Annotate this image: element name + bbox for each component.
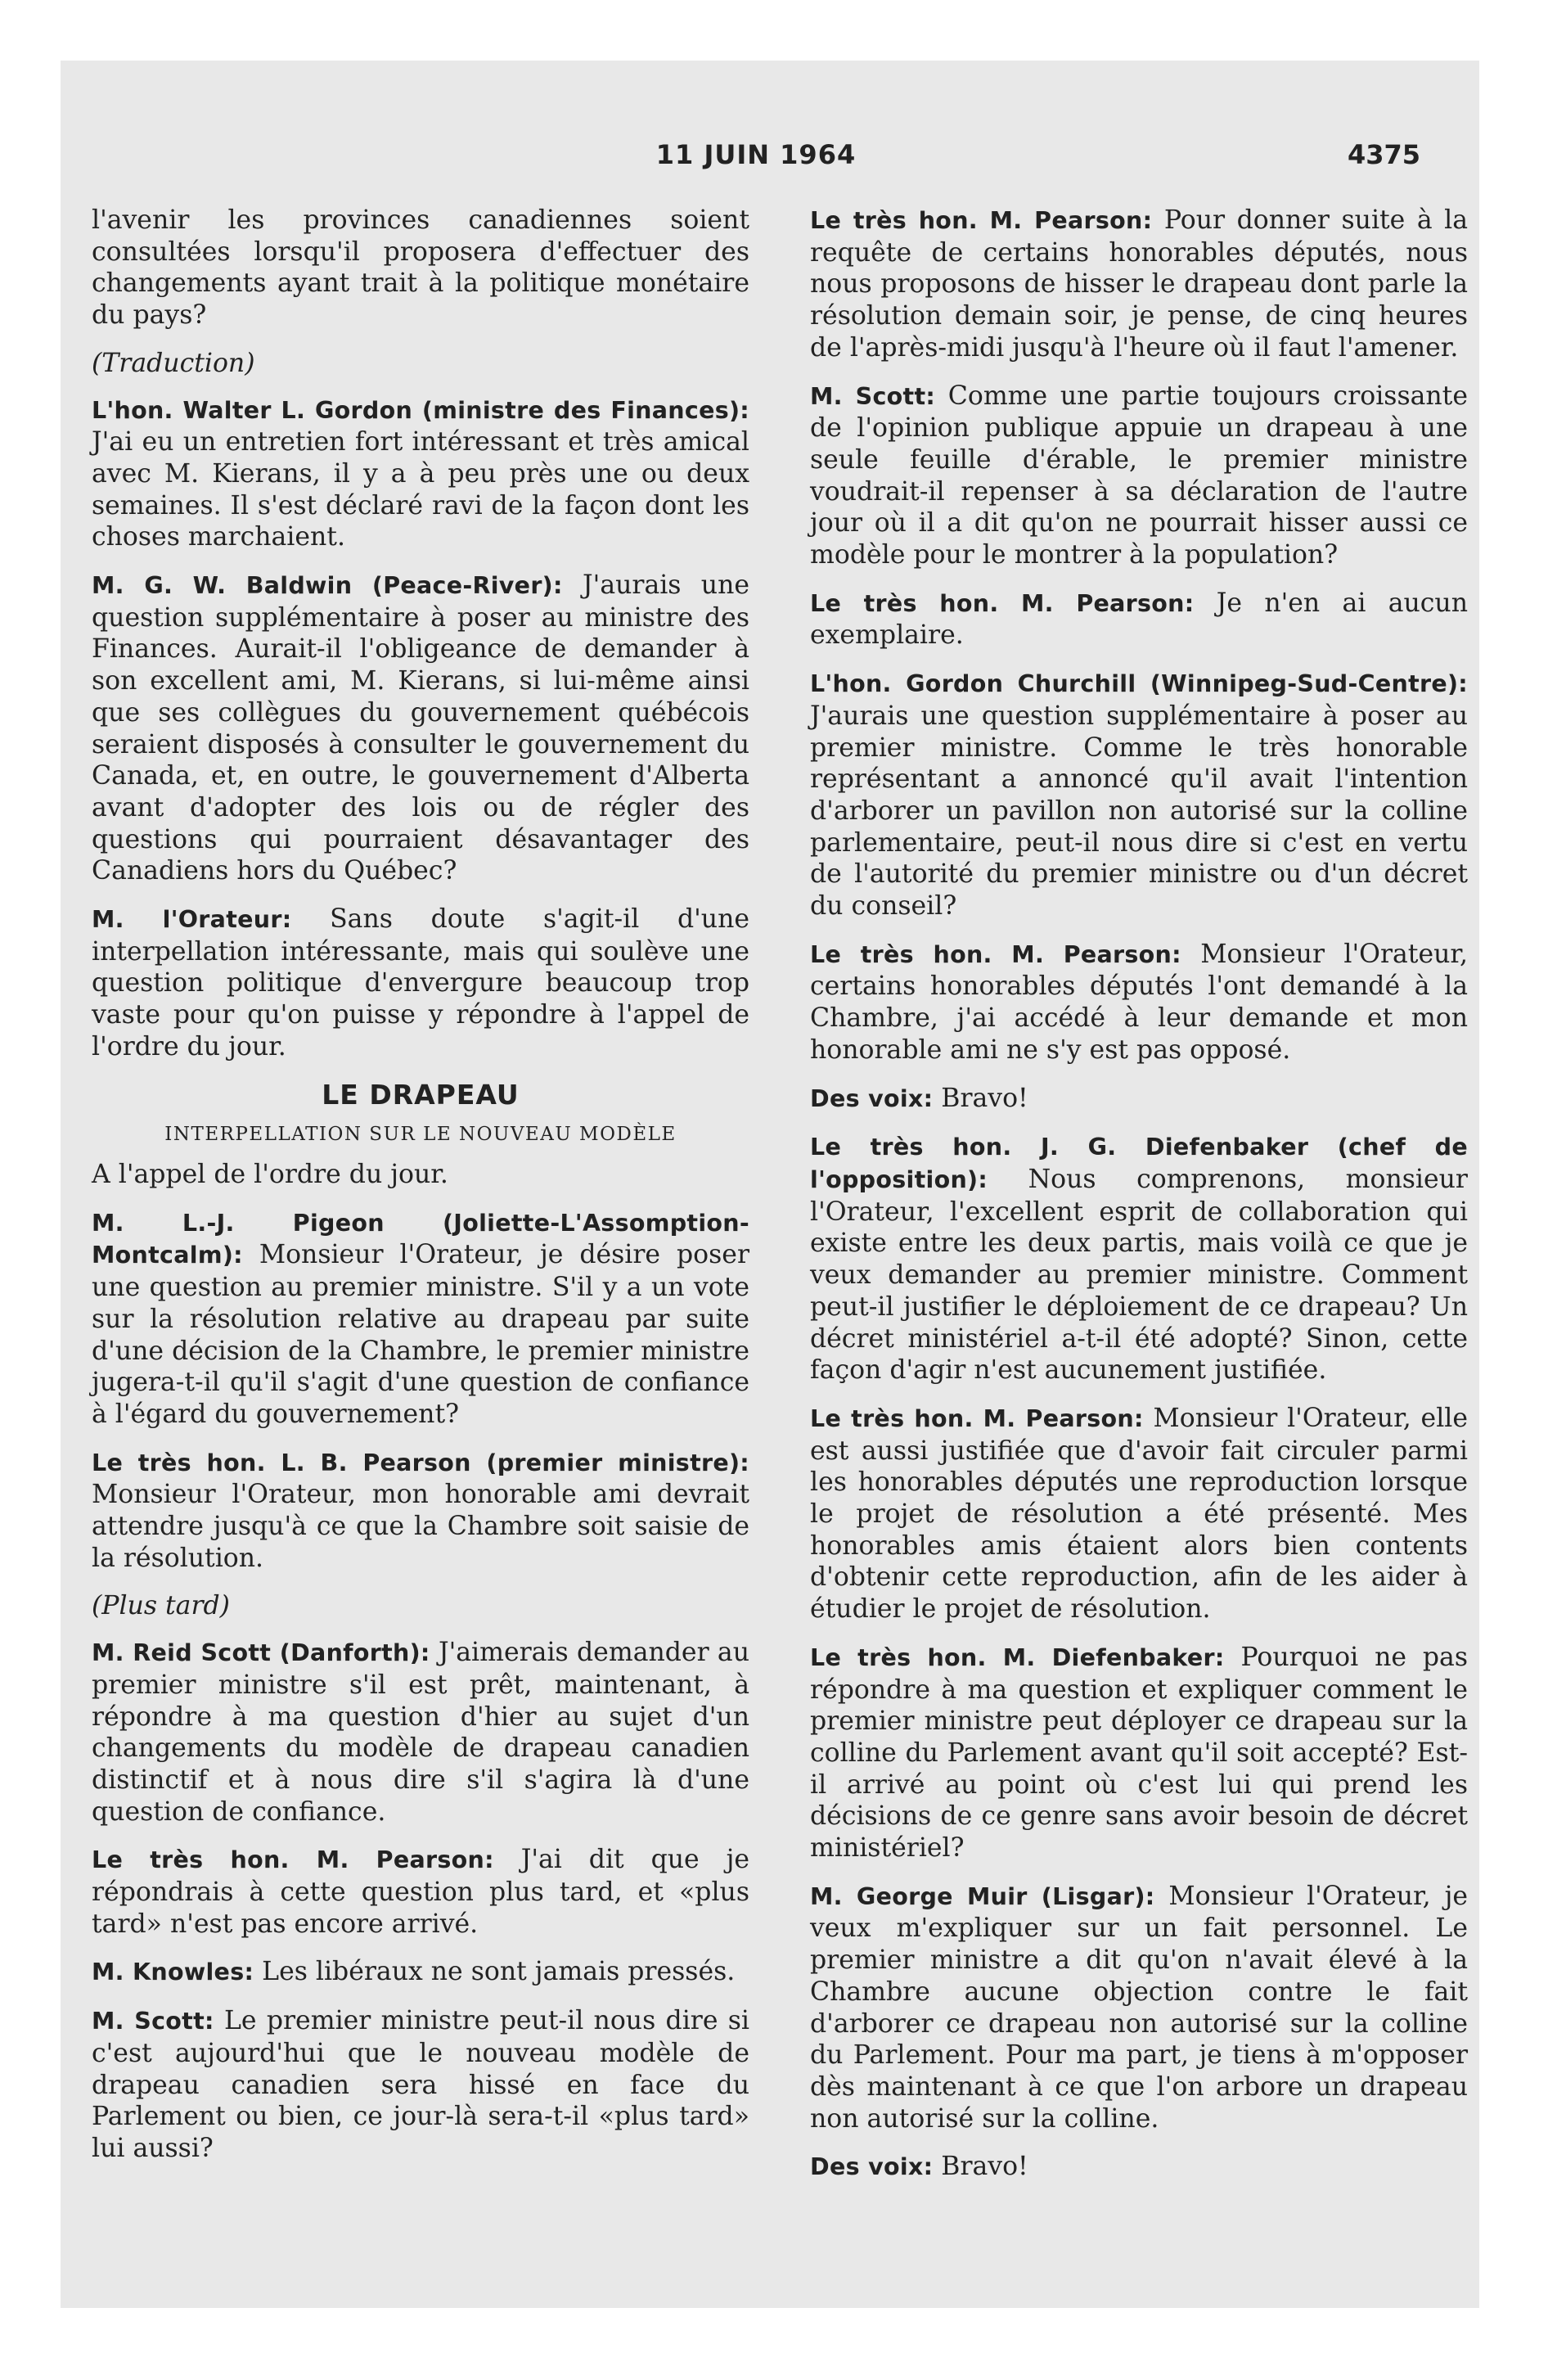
speaker-name: M. George Muir (Lisgar): [810, 1882, 1155, 1910]
speech-text: J'aurais une question supplémentaire à poser au premier ministre. Comme le très honorable représentant a annoncé qu'il avait l'intention d'arborer un pavillon non autorisé sur la colline parlementaire, peut-il nous dire si c'est en vertu de l'autorité du premier ministre ou d'un décret du conseil? [810, 701, 1468, 922]
speaker-name: L'hon. Walter L. Gordon (ministre des Finances): [92, 396, 749, 424]
paragraph [810, 588, 1468, 651]
paragraph [92, 1956, 749, 1989]
speech-text: J'ai eu un entretien fort intéressant et très amical avec M. Kierans, il y a à peu près une ou deux semaines. Il s'est déclaré ravi de la façon dont les choses marchaient. [92, 427, 749, 552]
speaker-name: M. L.-J. Pigeon (Joliette-L'Assomption-Montcalm): [92, 1209, 749, 1269]
speaker-name: Le très hon. L. B. Pearson (premier ministre): [92, 1449, 749, 1476]
speaker-name: L'hon. Gordon Churchill (Winnipeg-Sud-Centre): [810, 670, 1468, 698]
page-number: 4375 [1347, 139, 1420, 170]
paragraph [92, 1844, 749, 1940]
speaker-name: Le très hon. M. Pearson: [810, 940, 1181, 968]
translation-note: (Traduction) [92, 348, 255, 378]
speaker-name: M. G. W. Baldwin (Peace-River): [92, 572, 563, 600]
speech-text: Monsieur l'Orateur, elle est aussi justifiée que d'avoir fait circuler parmi les honorables députés une reproduction lorsque le projet de résolution a été présenté. Mes honorables amis étaient alors bien contents d'obtenir cette reproduction, afin de les aider à étudier le projet de résolution. [810, 1403, 1468, 1625]
speech-text: Bravo! [941, 2152, 1028, 2182]
speaker-name: Le très hon. M. Pearson: [810, 207, 1153, 234]
paragraph [810, 1083, 1468, 1116]
speaker-name: M. Scott: [810, 382, 936, 410]
paragraph: l'avenir les provinces canadiennes soient consultées lorsqu'il proposera d'effectuer des changements ayant trait à la politique monétaire du pays? [92, 205, 749, 331]
section-subtitle: INTERPELLATION SUR LE NOUVEAU MODÈLE [164, 1124, 677, 1146]
speaker-name: Le très hon. M. Pearson: [810, 1404, 1144, 1432]
paragraph [92, 394, 749, 554]
speech-text: J'ai dit que je répondrais à cette question plus tard, et «plus tard» n'est pas encore arrivé. [92, 1845, 749, 1939]
speech-text: Monsieur l'Orateur, je veux m'expliquer sur un fait personnel. Le premier ministre a dit qu'on n'avait élevé à la Chambre aucune objection contre le fait d'arborer ce drapeau non autorisé sur la colline du Parlement. Pour ma part, je tiens à m'opposer dès maintenant à ce que l'on arbore un drapeau non autorisé sur la colline. [810, 1881, 1469, 2134]
paragraph [810, 939, 1468, 1066]
paragraph [92, 1447, 749, 1575]
speech-text: J'aurais une question supplémentaire à poser au ministre des Finances. Aurait-il l'obligeance de demander à son excellent ami, M. Kierans, si lui-même ainsi que ses collègues du gouvernement québécois seraient disposés à consulter le gouvernement du Canada, et, en outre, le gouvernement d'Alberta avant d'adopter des lois ou de régler des questions qui pourraient désavantager des Canadiens hors du Québec? [92, 570, 749, 886]
paragraph [810, 668, 1468, 922]
speech-text: Bravo! [941, 1083, 1028, 1113]
paragraph [810, 1881, 1468, 2135]
speech-text: Le premier ministre peut-il nous dire si c'est aujourd'hui que le nouveau modèle de drapeau canadien sera hissé en face du Parlement ou bien, ce jour-là sera-t-il «plus tard» lui aussi? [92, 2006, 749, 2163]
speech-text: Comme une partie toujours croissante de l'opinion publique appuie un drapeau à une seule feuille d'érable, le premier ministre voudrait-il repenser à sa déclaration de l'autre jour où il a dit qu'on ne pourrait hisser aussi ce modèle pour le montrer à la population? [810, 381, 1468, 570]
paragraph [92, 904, 749, 1063]
speech-text: Monsieur l'Orateur, mon honorable ami devrait attendre jusqu'à ce que la Chambre soit saisie de la résolution. [92, 1480, 749, 1573]
paragraph [810, 1642, 1468, 1864]
section-title: LE DRAPEAU [322, 1078, 520, 1111]
speaker-name: M. Reid Scott (Danforth): [92, 1639, 430, 1667]
paragraph [810, 205, 1468, 364]
paragraph [92, 570, 749, 887]
speech-text: Pour donner suite à la requête de certains honorables députés, nous nous proposons de hisser le drapeau dont parle la résolution demain soir, je pense, de cinq heures de l'après-midi jusqu'à l'heure où il faut l'amener. [810, 205, 1469, 363]
speaker-name: M. l'Orateur: [92, 906, 292, 934]
right-column [810, 205, 1468, 2200]
paragraph [810, 1403, 1468, 1625]
speech-text: Pourquoi ne pas répondre à ma question et expliquer comment le premier ministre peut déployer ce drapeau sur la colline du Parlement avant qu'il soit accepté? Est-il arrivé au point où c'est lui qui prend les décisions de ce genre sans avoir besoin de décret ministériel? [810, 1642, 1468, 1864]
header-date: 11 JUIN 1964 [655, 139, 857, 170]
speaker-name: M. Knowles: [92, 1959, 254, 1986]
speaker-name: Le très hon. J. G. Diefenbaker (chef de l'opposition): [810, 1134, 1468, 1193]
speech-text: Monsieur l'Orateur, je désire poser une question au premier ministre. S'il y a un vote sur la résolution relative au drapeau par suite d'une décision de la Chambre, le premier ministre jugera-t-il qu'il s'agit d'une question de confiance à l'égard du gouvernement? [92, 1240, 749, 1429]
later-note: (Plus tard) [92, 1591, 230, 1621]
speaker-name: Des voix: [810, 1084, 934, 1112]
speech-text: Je n'en ai aucun exemplaire. [810, 588, 1468, 651]
running-header [92, 139, 1420, 172]
speech-text: Sans doute s'agit-il d'une interpellation intéressante, mais qui soulève une question politique d'envergure beaucoup trop vaste pour qu'on puisse y répondre à l'appel de l'ordre du jour. [92, 904, 749, 1062]
paragraph [92, 2005, 749, 2165]
speaker-name: Le très hon. M. Pearson: [810, 589, 1195, 617]
paragraph [92, 1637, 749, 1828]
speaker-name: M. Scott: [92, 2008, 214, 2035]
speech-text: Les libéraux ne sont jamais pressés. [262, 1957, 736, 1987]
speaker-name: Le très hon. M. Pearson: [92, 1846, 494, 1874]
speech-text: Nous comprenons, monsieur l'Orateur, l'excellent esprit de collaboration qui existe entre les deux partis, mais voilà ce que je veux demander au premier ministre. Comment peut-il justifier le déploiement de ce drapeau? Un décret ministériel a-t-il été adopté? Sinon, cette façon d'agir n'est aucunement justifiée. [810, 1164, 1468, 1386]
paragraph: A l'appel de l'ordre du jour. [92, 1159, 448, 1189]
left-column [92, 205, 749, 2181]
paragraph [810, 1131, 1468, 1386]
speaker-name: Le très hon. M. Diefenbaker: [810, 1643, 1225, 1671]
paragraph [92, 1207, 749, 1431]
paragraph [810, 381, 1468, 571]
speech-text: Monsieur l'Orateur, certains honorables députés l'ont demandé à la Chambre, j'ai accédé à leur demande et mon honorable ami ne s'y est pas opposé. [810, 939, 1469, 1065]
speech-text: J'aimerais demander au premier ministre s'il est prêt, maintenant, à répondre à ma question d'hier au sujet d'un changements du modèle de drapeau canadien distinctif et à nous dire s'il s'agira là d'une question de confiance. [92, 1638, 750, 1827]
speaker-name: Des voix: [810, 2153, 934, 2181]
paragraph [810, 2151, 1468, 2184]
